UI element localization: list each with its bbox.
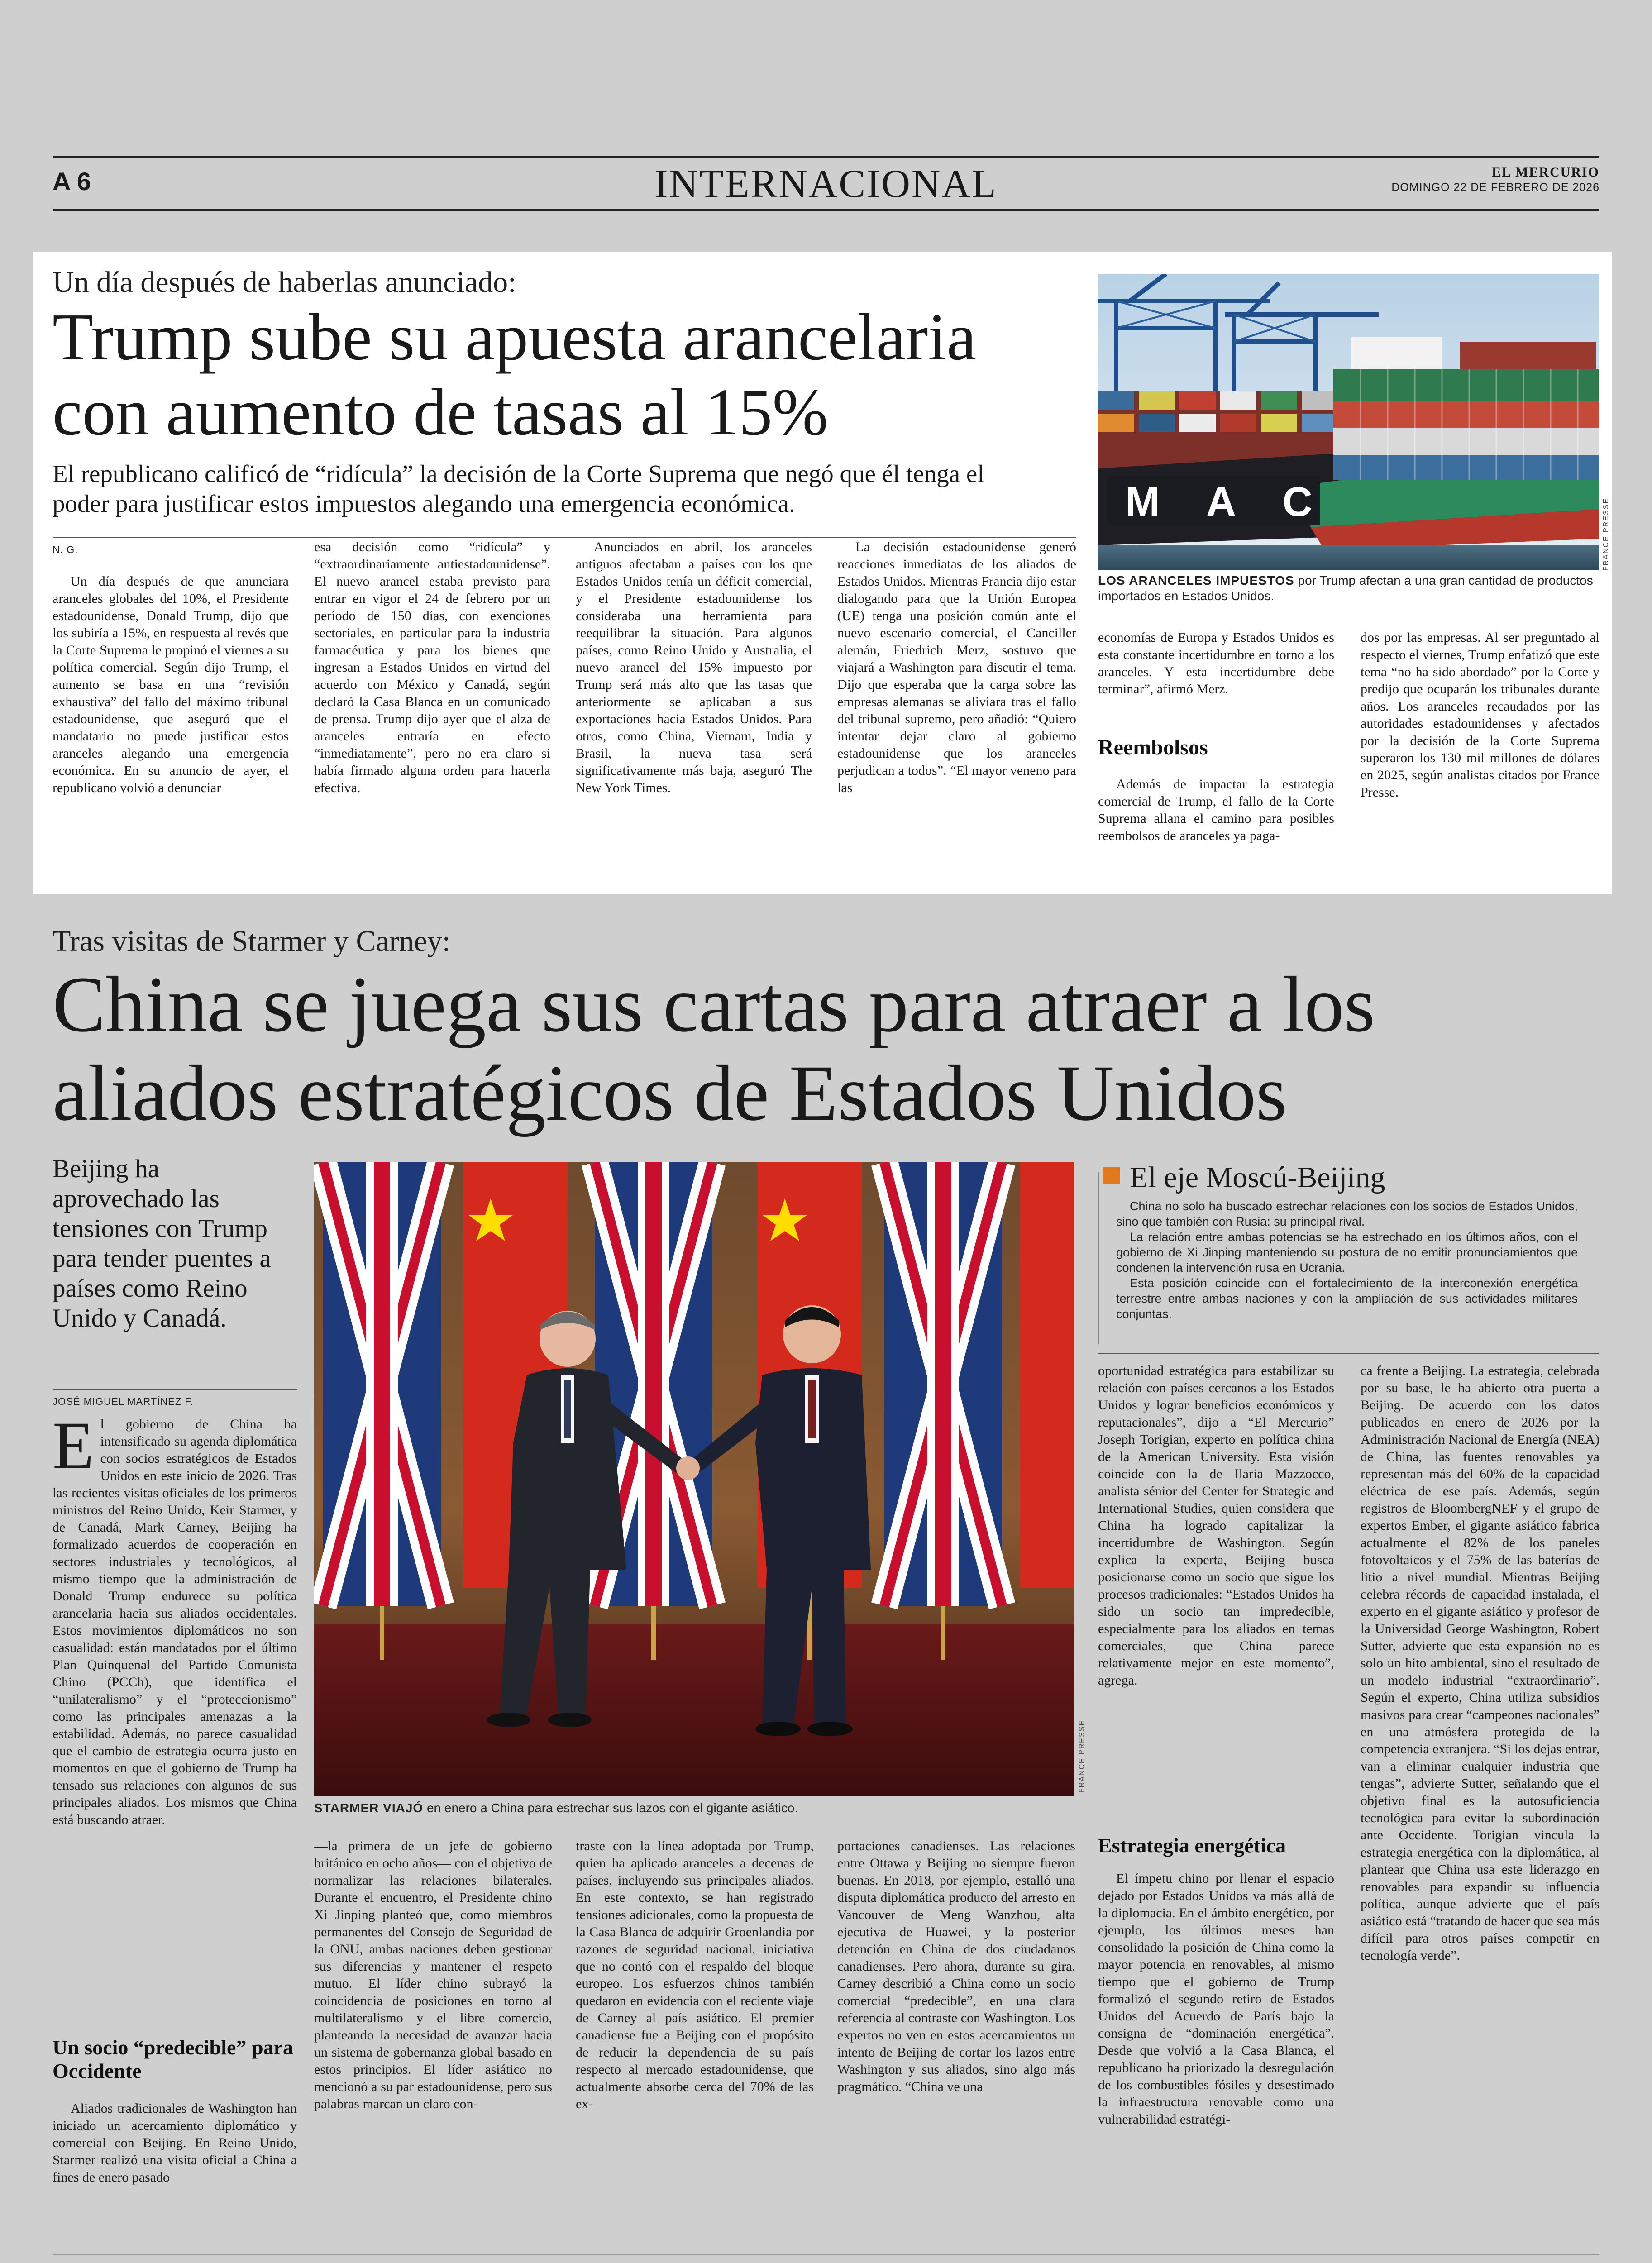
article2-subhead1: Un socio “predecible” para Occidente bbox=[53, 2036, 293, 2082]
sidebar-left-rule bbox=[1098, 1172, 1099, 1344]
article1-column-5b bbox=[1098, 776, 1334, 845]
page-number: A 6 bbox=[53, 167, 91, 196]
article1-column-2 bbox=[314, 539, 550, 797]
sidebar-box bbox=[1098, 1162, 1599, 1352]
article2-column-5 bbox=[1098, 1362, 1334, 1689]
article2-col5b-text: El ímpetu chino por llenar el espacio dejado por Estados Unidos va más allá de la diplomacia. En el ámbito energético, por ejemplo, los últimos meses han consolidado la posición de China como la mayor potencia en renovables, al mismo tiempo que el gobierno de Trump formalizó el segundo retiro de Estados Unidos del Acuerdo de París bajo la consigna de “dominación energética”. Desde que volvió a la Casa Blanca, el republicano ha priorizado la desregulación de los combustibles fósiles y desestimado la infraestructura renovable como una vulnerabilidad estratégi- bbox=[1098, 1871, 1334, 2127]
article1-column-5 bbox=[1098, 629, 1334, 698]
article2-col4-text: portaciones canadienses. Las relaciones entre Ottawa y Beijing no siempre fueron buenas. En 2018, por ejemplo, estalló una disputa diplomática producto del arresto en Vancouver de Meng Wanzhou, alta ejecutiva de Huawei, y la posterior detención en China de dos ciudadanos canadienses. Pero ahora, durante su gira, Carney describió a China como un socio comercial “predecible”, en una clara referencia al contraste con Washington. Los expertos no ven en estos acercamientos un intento de Beijing de cortar los lazos entre Washington y sus aliados, sino algo más pragmático. “China ve una bbox=[837, 1838, 1075, 2094]
article2-column-2 bbox=[314, 1838, 552, 2113]
article2-column-3 bbox=[576, 1838, 814, 2113]
article2-caption-text: en enero a China para estrechar sus lazos con el gigante asiático. bbox=[423, 1801, 798, 1815]
article2-photo-credit: FRANCE PRESSE bbox=[1078, 1720, 1086, 1793]
article1-photo-credit: FRANCE PRESSE bbox=[1602, 498, 1610, 571]
sidebar-square-icon bbox=[1103, 1167, 1120, 1184]
article1-deck-line1: El republicano calificó de “ridícula” la decisión de la Corte Suprema que negó que él tenga el bbox=[53, 460, 984, 487]
article1-deck-rule bbox=[53, 537, 1076, 538]
article2-byline: JOSÉ MIGUEL MARTÍNEZ F. bbox=[53, 1396, 194, 1407]
article1-deck-line2: poder para justificar estos impuestos alegando una emergencia económica. bbox=[53, 490, 795, 517]
article1-col4-text: La decisión estadounidense generó reacciones inmediatas de los aliados de Estados Unidos. Mientras Francia dijo estar dialogando para que la Unión Europea (UE) tenga una posición común ante el nuevo escenario comercial, el Canciller alemán, Friedrich Merz, sostuvo que viajará a Washington para discutir el tema. Dijo que esperaba que la carga sobre las empresas alemanas se aliviara tras el fallo del tribunal supremo, pero añadió: “Quiero intentar dejar claro al gobierno estadounidense que los aranceles perjudican a todos”. “El mayor veneno para las bbox=[837, 539, 1076, 795]
article1-col1-text: Un día después de que anunciara aranceles globales del 10%, el Presidente estadounidense, Donald Trump, dijo que los subiría a 15%, en respuesta al revés que la Corte Suprema le propinó el viernes a su política comercial. Según dijo Trump, el aumento se basa en una “revisión exhaustiva” del fallo del máximo tribunal estadounidense, que aseguró que el mandatario no puede justificar estos aranceles alegando una emergencia económica. En su anuncio de ayer, el republicano volvió a denunciar bbox=[53, 574, 289, 795]
article2-col2-text: —la primera de un jefe de gobierno británico en ocho años— con el objetivo de normalizar las relaciones bilaterales. Durante el encuentro, el Presidente chino Xi Jinping planteó que, como miembros permanentes del Consejo de Seguridad de la ONU, ambas naciones deben gestionar sus diferencias y mantener el respeto mutuo. El líder chino subrayó la coincidencia de posiciones en torno al multilateralismo y el libre comercio, planteando la necesidad de avanzar hacia un sistema de gobernanza global basado en estos principios. El líder asiático no mencionó a su par estadounidense, pero sus palabras marcan un claro con- bbox=[314, 1838, 552, 2111]
article2-col1b-text: Aliados tradicionales de Washington han iniciado un acercamiento diplomático y comercial con Beijing. En Reino Unido, Starmer realizó una visita oficial a China a fines de enero pasado bbox=[53, 2101, 297, 2185]
container-ship-photo bbox=[1098, 274, 1599, 570]
article1-col5a-text: economías de Europa y Estados Unidos es esta constante incertidumbre en torno a los aranceles. Y esta incertidumbre debe terminar”, afirmó Merz. bbox=[1098, 630, 1334, 697]
article2-lead bbox=[53, 1408, 297, 1829]
article1-column-3 bbox=[576, 539, 812, 797]
sidebar-bottom-rule bbox=[1098, 1353, 1599, 1354]
article1-headline-line2: con aumento de tasas al 15% bbox=[53, 375, 828, 449]
issue-date: DOMINGO 22 DE FEBRERO DE 2026 bbox=[1391, 181, 1599, 194]
article2-photo-caption bbox=[314, 1800, 1074, 1816]
article1-caption-text: por Trump afectan a una gran cantidad de productos importados en Estados Unidos. bbox=[1098, 573, 1593, 603]
article2-kicker: Tras visitas de Starmer y Carney: bbox=[53, 925, 451, 958]
article1-col2-text: esa decisión como “ridícula” y “extraordinariamente antiestadounidense”. El nuevo arancel estaba previsto para entrar en vigor el 24 de febrero por un período de 150 días, con exenciones sectoriales, en particular para la industria farmacéutica y para los bienes que ingresan a Estados Unidos en virtud del acuerdo con México y Canadá, según declaró la Casa Blanca en un comunicado de prensa. Trump dijo ayer que el alza de aranceles entraría en efecto “inmediatamente”, pero no era claro si había firmado alguna orden para hacerla efectiva. bbox=[314, 539, 550, 795]
article2-caption-bold: STARMER VIAJÓ bbox=[314, 1801, 424, 1815]
article2-col5a-text: oportunidad estratégica para estabilizar su relación con países cercanos a los Estados Unidos y lograr beneficios económicos y reputacionales”, dijo a “El Mercurio” Joseph Torigian, experto en política china de la American University. Esta visión coincide con la de Ilaria Mazzocco, analista sénior del Center for Strategic and International Studies, quien considera que China ha logrado capitalizar la incertidumbre de Washington. Según explica la experta, Beijing busca posicionarse como un socio que sigue los procesos tradicionales: “Estados Unidos ha sido un socio tan impredecible, especialmente para los aliados en temas comerciales, que China parece relativamente mejor en este momento”, agrega. bbox=[1098, 1363, 1334, 1688]
article1-kicker: Un día después de haberlas anunciado: bbox=[53, 266, 516, 299]
article1-col3-text: Anunciados en abril, los aranceles antiguos afectaban a países con los que Estados Unidos tenía un déficit comercial, y el Presidente estadounidense los consideraba una herramienta para reequilibrar la situación. Para algunos países, como Reino Unido y Australia, el nuevo arancel del 15% impuesto por Trump será más alto que las tasas que anteriormente se aplicaban a sus exportaciones hacia Estados Unidos. Para otros, como China, Vietnam, India y Brasil, la nueva tasa será significativamente más baja, aseguró The New York Times. bbox=[576, 539, 812, 795]
article1-headline-line1: Trump sube su apuesta arancelaria bbox=[53, 300, 977, 374]
article2-col6-text: ca frente a Beijing. La estrategia, celebrada por su base, le ha abierto otra puerta a Beijing. De acuerdo con los datos publicados en enero de 2026 por la Administración Nacional de Energía (NEA) de China, las fuentes renovables ya representan más del 60% de la capacidad eléctrica de ese país. Además, según registros de BloombergNEF y el grupo de expertos Ember, el gigante asiático fabrica actualmente el 82% de los paneles fotovoltaicos y el 75% de las baterías de litio a nivel mundial. Mientras Beijing celebra récords de capacidad instalada, el experto en el gigante asiático y profesor de la Universidad George Washington, Robert Sutter, advierte que esta expansión no es solo un hito ambiental, sino el resultado de un modelo industrial “extraordinario”. Según el experto, China utiliza subsidios masivos para crear “campeones nacionales” en una atmósfera protegida de la competencia extranjera. “Si los dejas entrar, van a eliminar cualquier industria que tengas”, advierte Sutter, señalando que el objetivo final es la autosuficiencia tecnológica para evitar la subordinación ante Occidente. Torigian vincula la estrategia energética con la diplomática, al plantear que China usa este liderazgo en renovables para expandir su influencia política, aunque advierte que el país asiático está “tratando de hacer que sea más difícil para otros países competir en tecnología verde”. bbox=[1361, 1363, 1599, 1963]
sidebar-body bbox=[1116, 1198, 1578, 1322]
article1-col6-text: dos por las empresas. Al ser preguntado al respecto el viernes, Trump enfatizó que este tema “no ha sido abordado” por la Corte y predijo que ocuparán los tribunales durante años. Los aranceles recaudados por las autoridades estadounidenses y afectados por la decisión de la Corte Suprema superaron los 130 mil millones de dólares en 2025, según analistas citados por France Presse. bbox=[1361, 630, 1599, 800]
article1-column-1 bbox=[53, 573, 289, 797]
ship-lettering: M A C bbox=[1125, 479, 1331, 525]
article1-column-4 bbox=[837, 539, 1076, 797]
article2-column-1b bbox=[53, 2100, 297, 2186]
article1-column-6 bbox=[1361, 629, 1599, 801]
dropcap: E bbox=[53, 1408, 94, 1483]
sidebar-p3: Esta posición coincide con el fortalecimiento de la interconexión energética terrestre entre ambas naciones y con la ampliación de sus actividades militares conjuntas. bbox=[1116, 1276, 1578, 1321]
header-top-rule bbox=[53, 156, 1599, 158]
article2-column-6 bbox=[1361, 1362, 1599, 1964]
section-title: INTERNACIONAL bbox=[654, 162, 998, 206]
sidebar-p2: La relación entre ambas potencias se ha estrechado en los últimos años, con el gobierno de Xi Jinping manteniendo su postura de no emitir pronunciamientos que condenen la intervención rusa en Ucrania. bbox=[1116, 1230, 1578, 1275]
article2-headline bbox=[53, 960, 1375, 1138]
article2-subhead2: Estrategia energética bbox=[1098, 1834, 1286, 1857]
section-divider bbox=[53, 2254, 1599, 2255]
newspaper-name: EL MERCURIO bbox=[1492, 165, 1599, 180]
article2-deck-rule bbox=[53, 1389, 297, 1390]
article2-lead-text: l gobierno de China ha intensificado su agenda diplomática con socios estratégicos de Estados Unidos en este inicio de 2026. Tras las recientes visitas oficiales de los primeros ministros del Reino Unido, Keir Starmer, y de Canadá, Mark Carney, Beijing ha formalizado acuerdos de cooperación en sectores industriales y tecnológicos, al mismo tiempo que la administración de Donald Trump endurece su política arancelaria hacia sus aliados occidentales. Estos movimientos diplomáticos no son casualidad: están mandatados por el último Plan Quinquenal del Partido Comunista Chino (PCCh), que identifica el “unilateralismo” y el “proteccionismo” como las principales amenazas a la estabilidad. Además, no parece casualidad que el cambio de estrategia ocurra justo en momentos en que el gobierno de Trump ha tensado sus relaciones con algunos de sus principales aliados. Los mismos que China está buscando atraer. bbox=[53, 1417, 297, 1827]
article1-col5b-text: Además de impactar la estrategia comercial de Trump, el fallo de la Corte Suprema allana el camino para posibles reembolsos de aranceles ya paga- bbox=[1098, 777, 1334, 843]
sidebar-p1: China no solo ha buscado estrechar relaciones con los socios de Estados Unidos, sino que también con Rusia: su principal rival. bbox=[1116, 1199, 1578, 1228]
article1-deck bbox=[53, 459, 984, 519]
article1-subhead: Reembolsos bbox=[1098, 735, 1208, 759]
article1-caption-bold: LOS ARANCELES IMPUESTOS bbox=[1098, 573, 1294, 587]
article1-photo-caption bbox=[1098, 573, 1599, 604]
sidebar-title: El eje Moscú-Beijing bbox=[1130, 1161, 1385, 1194]
article2-headline-line2: aliados estratégicos de Estados Unidos bbox=[53, 1049, 1287, 1137]
article2-column-4 bbox=[837, 1838, 1075, 2096]
article2-deck: Beijing ha aprovechado las tensiones con Trump para tender puentes a países como Reino Unido y Canadá. bbox=[53, 1155, 271, 1332]
article2-column-5b bbox=[1098, 1870, 1334, 2128]
article1-byline: N. G. bbox=[53, 544, 78, 555]
header-bottom-rule bbox=[53, 209, 1599, 211]
article2-col3-text: traste con la línea adoptada por Trump, quien ha aplicado aranceles a decenas de países, incluyendo sus principales aliados. En este contexto, se han registrado tensiones adicionales, como la propuesta de la Casa Blanca de adquirir Groenlandia por razones de seguridad nacional, iniciativa que no contó con el respaldo del bloque europeo. Los esfuerzos chinos también quedaron en evidencia con el reciente viaje de Carney al país asiático. El premier canadiense fue a Beijing con el propósito de reducir la dependencia de su país respecto al mercado estadounidense, que actualmente absorbe cerca del 70% de las ex- bbox=[576, 1838, 814, 2111]
starmer-xi-photo bbox=[314, 1162, 1074, 1796]
article1-headline bbox=[53, 300, 976, 450]
article2-headline-line1: China se juega sus cartas para atraer a los bbox=[53, 960, 1375, 1049]
